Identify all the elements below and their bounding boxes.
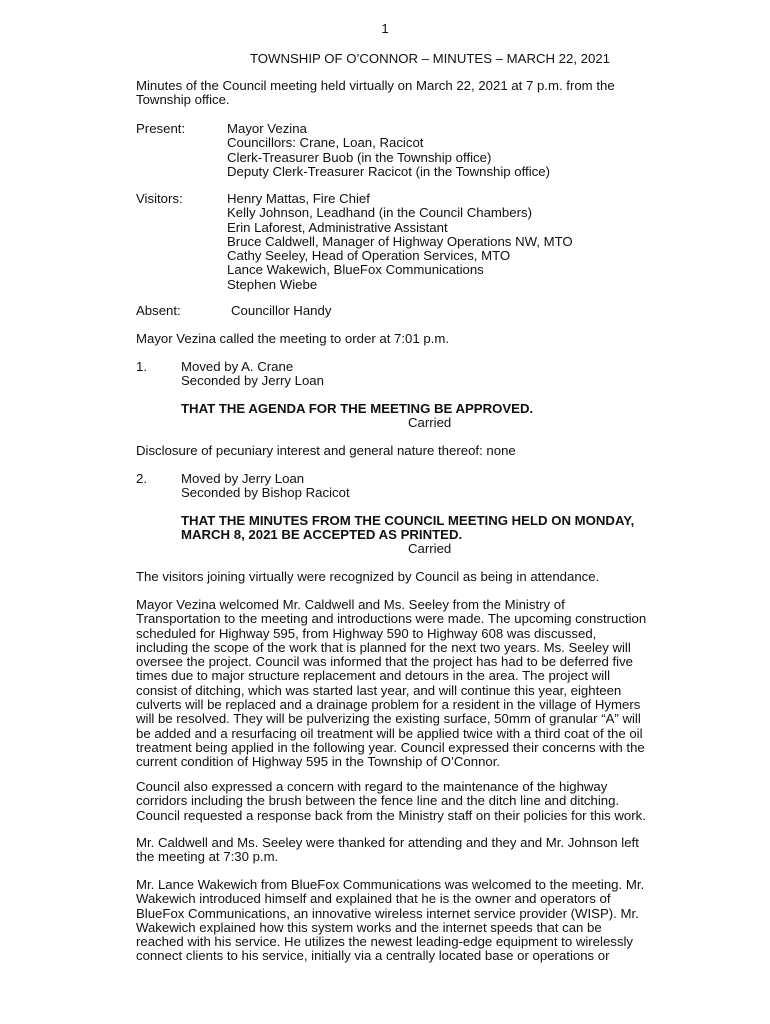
page-number: 1 [381, 21, 389, 36]
paragraph-line: the meeting at 7:30 p.m. [136, 849, 279, 865]
intro-line: Minutes of the Council meeting held virtually on March 22, 2021 at 7 p.m. from the [136, 78, 615, 93]
paragraph-line: be added and a resurfacing oil treatment will be applied twice with a third coat of the oil [136, 725, 643, 741]
present-item: Councillors: Crane, Loan, Racicot [227, 135, 424, 151]
present-list [227, 122, 550, 179]
paragraph-line: including the scope of the work that is planned for the next two years. Ms. Seeley will [136, 639, 631, 655]
paragraph-line: will be resolved. They will be pulverizing the existing surface, 50mm of granular “A” will [136, 711, 641, 727]
present-item: Deputy Clerk-Treasurer Racicot (in the Township office) [227, 163, 550, 179]
visitor-item: Erin Laforest, Administrative Assistant [227, 219, 448, 235]
motion-number: 1. [136, 359, 147, 374]
present-item: Clerk-Treasurer Buob (in the Township office) [227, 149, 492, 165]
absent-item: Councillor Handy [231, 303, 332, 318]
motion-1-result: Carried [408, 415, 452, 430]
paragraph-thanks [136, 836, 726, 865]
paragraph-line: scheduled for Highway 595, from Highway 590 to Highway 608 was discussed, [136, 625, 597, 641]
visitor-item: Bruce Caldwell, Manager of Highway Operations NW, MTO [227, 233, 573, 249]
paragraph-line: Wakewich explained how this system works and the internet speeds that can be [136, 919, 602, 935]
document-title: TOWNSHIP OF O’CONNOR – MINUTES – MARCH 22, 2021 [249, 51, 611, 66]
absent-list [231, 304, 331, 318]
visitor-item: Lance Wakewich, BlueFox Communications [227, 262, 484, 278]
visitor-item: Stephen Wiebe [227, 276, 318, 292]
disclosure-statement: Disclosure of pecuniary interest and general nature thereof: none [136, 443, 516, 458]
paragraph-line: Council requested a response back from the Ministry staff on their policies for this work. [136, 807, 646, 823]
paragraph-line: connect clients to his service, initially via a centrally located base or operations or [136, 948, 610, 964]
intro-line: Township office. [136, 92, 230, 108]
paragraph-line: BlueFox Communications, an innovative wireless internet service provider (WISP). Mr. [136, 905, 639, 921]
visitors-recognized: The visitors joining virtually were recognized by Council as being in attendance. [136, 569, 600, 584]
paragraph-line: oversee the project. Council was informed that the project has had to be deferred five [136, 654, 634, 670]
motion-seconded-by: Seconded by Bishop Racicot [181, 485, 350, 501]
absent-label: Absent: [136, 303, 181, 318]
motion-mover-block [181, 360, 324, 389]
visitors-list [227, 192, 573, 292]
resolution-line: THAT THE AGENDA FOR THE MEETING BE APPROVED. [181, 401, 534, 416]
motion-moved-by: Moved by A. Crane [181, 359, 294, 374]
visitor-item: Kelly Johnson, Leadhand (in the Council Chambers) [227, 205, 532, 221]
intro-paragraph [136, 79, 726, 108]
paragraph-line: corridors including the brush between the fence line and the ditch line and ditching. [136, 793, 620, 809]
motion-2-result: Carried [408, 541, 452, 556]
paragraph-bluefox [136, 878, 726, 964]
paragraph-line: Mr. Lance Wakewich from BlueFox Communications was welcomed to the meeting. Mr. [136, 877, 645, 892]
paragraph-line: Mr. Caldwell and Ms. Seeley were thanked for attending and they and Mr. Johnson left [136, 835, 639, 850]
paragraph-line: consist of ditching, which was started last year, and will continue this year, eighteen [136, 682, 622, 698]
motion-number: 2. [136, 471, 147, 486]
paragraph-corridors [136, 780, 726, 823]
present-label: Present: [136, 121, 186, 136]
call-to-order: Mayor Vezina called the meeting to order at 7:01 p.m. [136, 331, 450, 346]
paragraph-line: Wakewich introduced himself and explained that he is the owner and operators of [136, 891, 611, 907]
paragraph-line: culverts will be replaced and a drainage problem for a resident in the village of Hymers [136, 697, 641, 713]
motion-moved-by: Moved by Jerry Loan [181, 471, 305, 486]
paragraph-mto [136, 598, 726, 770]
visitor-item: Cathy Seeley, Head of Operation Services, MTO [227, 248, 511, 264]
paragraph-line: current condition of Highway 595 in the Township of O’Connor. [136, 754, 501, 770]
resolution-line: MARCH 8, 2021 BE ACCEPTED AS PRINTED. [181, 527, 463, 543]
visitor-item: Henry Mattas, Fire Chief [227, 191, 370, 206]
present-item: Mayor Vezina [227, 121, 307, 136]
paragraph-line: reached with his service. He utilizes the newest leading-edge equipment to wirelessly [136, 934, 633, 950]
paragraph-line: times due to major structure replacement and detours in the area. The project will [136, 668, 611, 684]
paragraph-line: Mayor Vezina welcomed Mr. Caldwell and Ms. Seeley from the Ministry of [136, 597, 565, 612]
visitors-label: Visitors: [136, 191, 183, 206]
paragraph-line: treatment being applied in the following year. Council expressed their concerns with the [136, 739, 645, 755]
motion-1-resolution [181, 402, 533, 416]
resolution-line: THAT THE MINUTES FROM THE COUNCIL MEETING HELD ON MONDAY, [181, 513, 635, 528]
paragraph-line: Transportation to the meeting and introductions were made. The upcoming construction [136, 611, 647, 627]
motion-2-resolution [181, 514, 634, 543]
motion-seconded-by: Seconded by Jerry Loan [181, 373, 324, 389]
motion-mover-block [181, 472, 350, 501]
paragraph-line: Council also expressed a concern with regard to the maintenance of the highway [136, 779, 608, 794]
